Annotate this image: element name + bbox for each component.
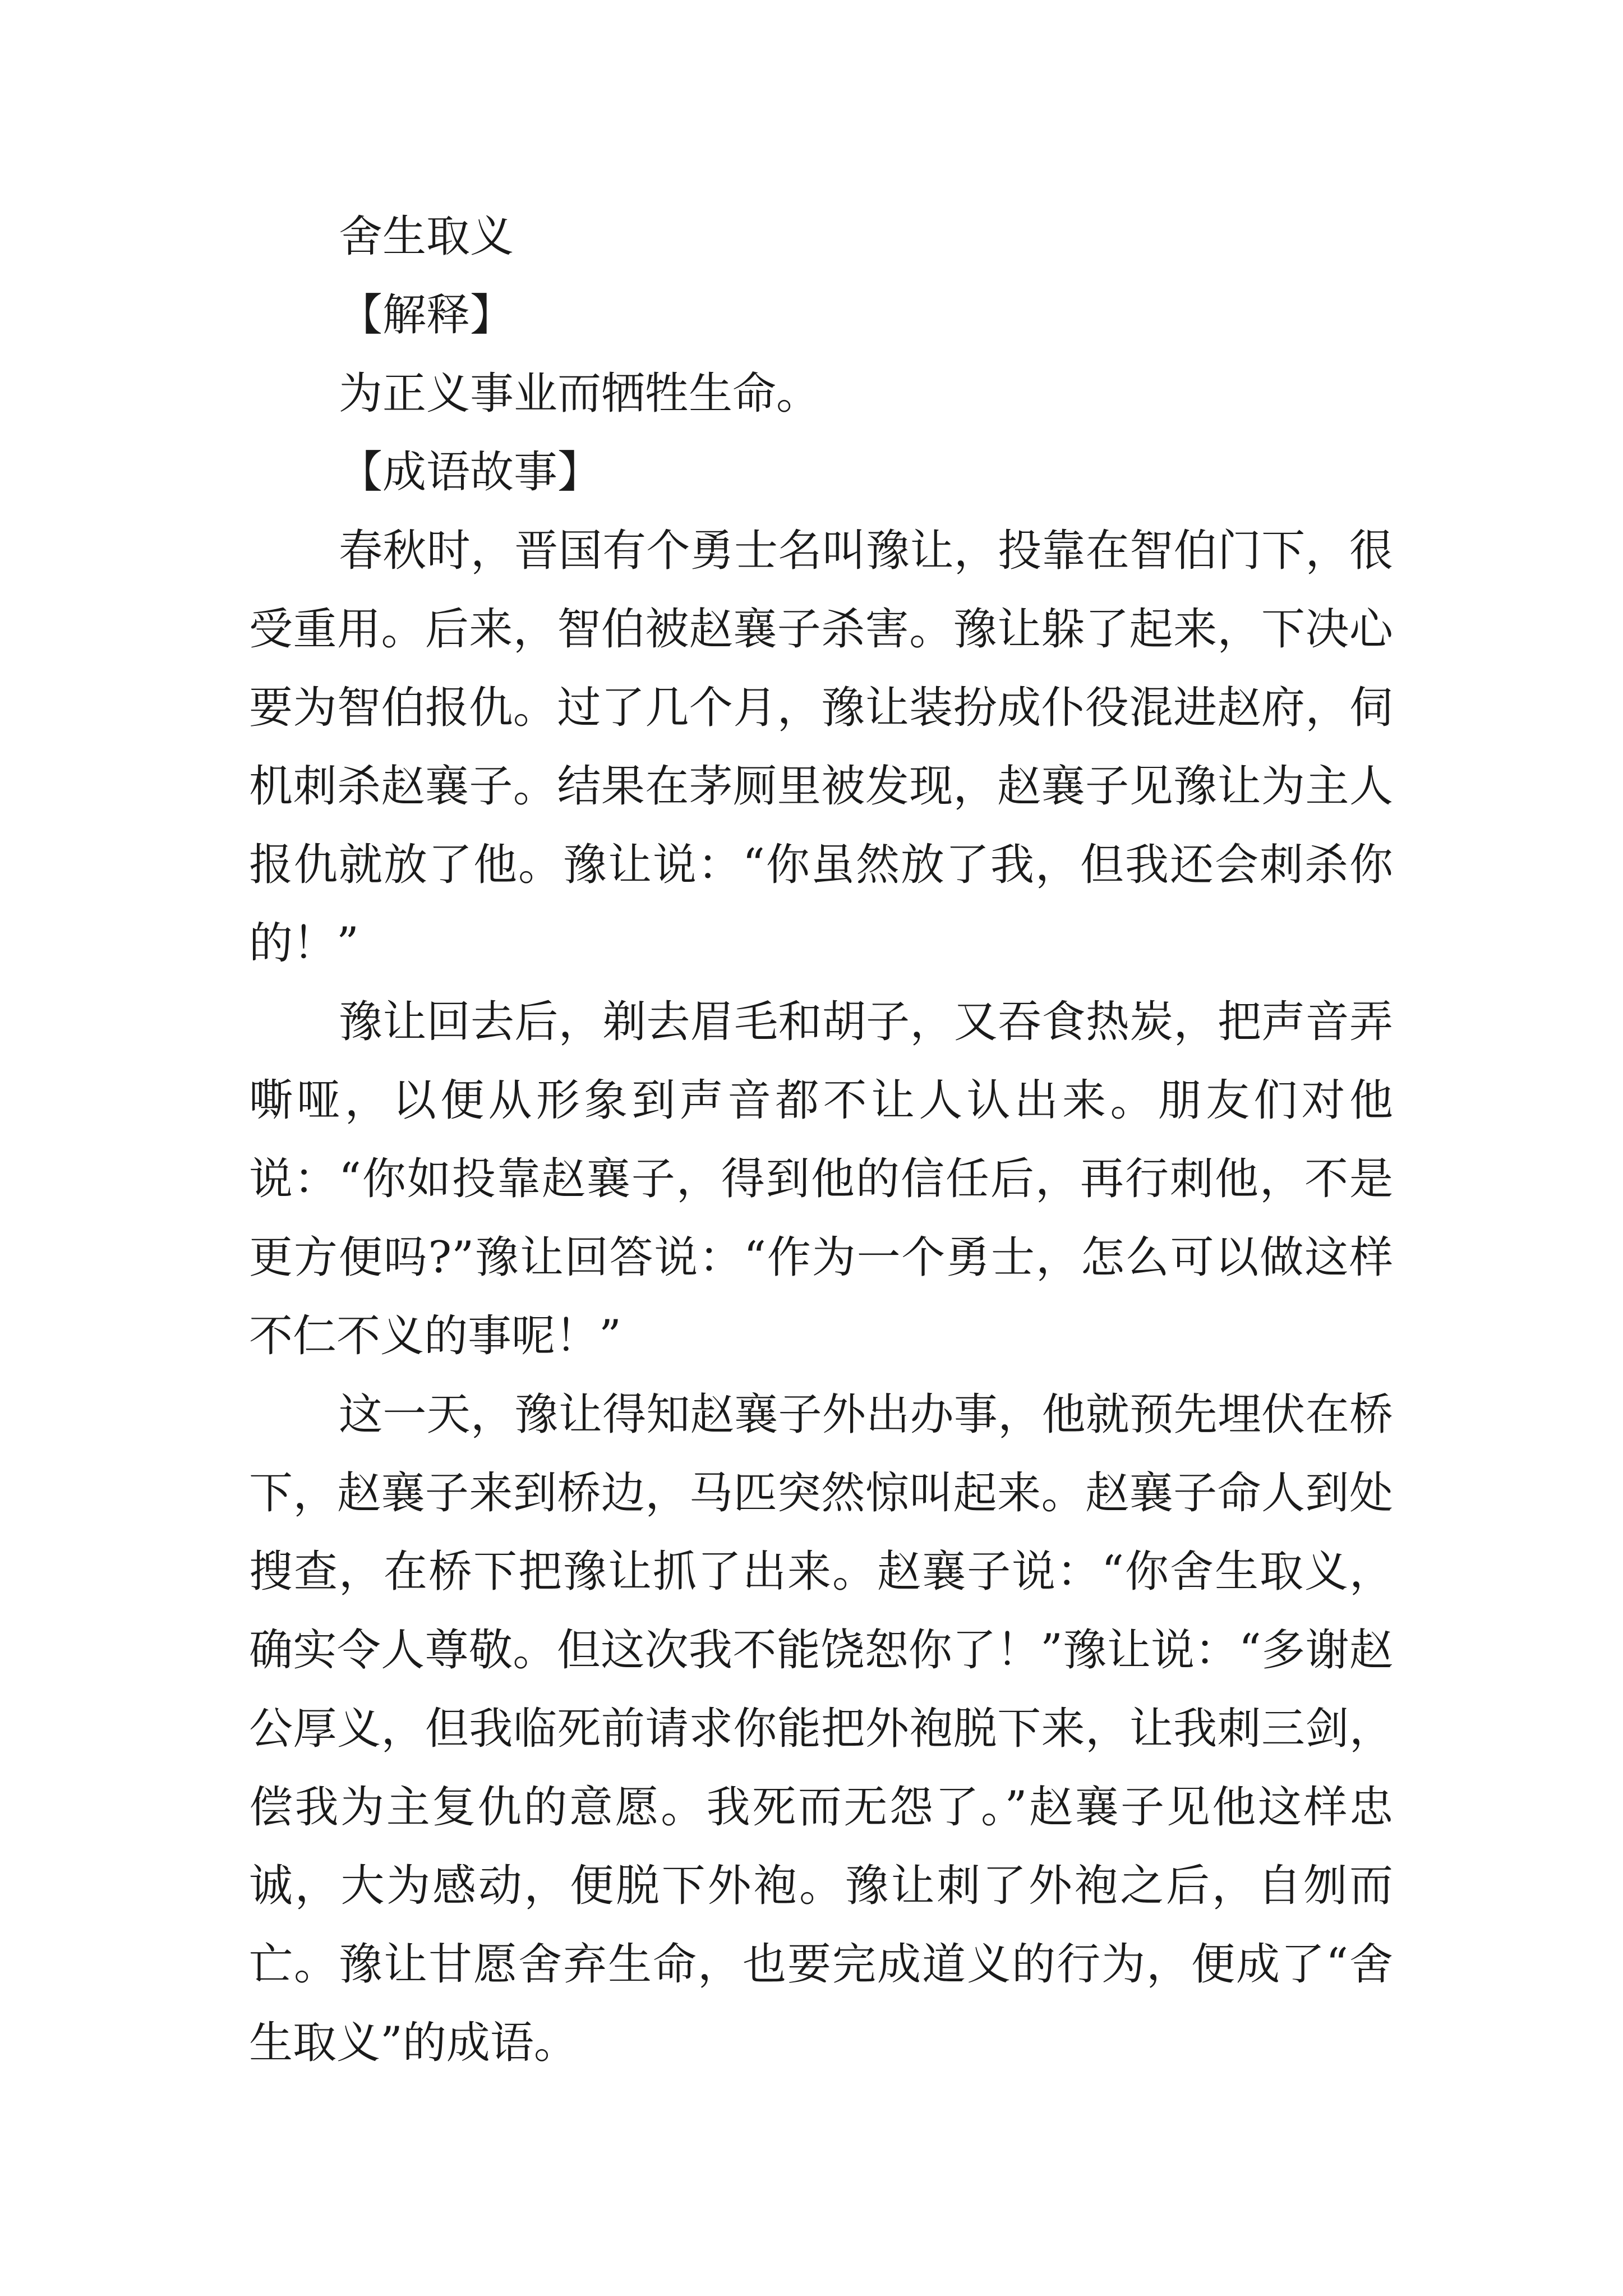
- explanation-heading: 【解释】: [339, 290, 514, 341]
- document-body: [249, 197, 1393, 2082]
- story-paragraph-3: 这一天，豫让得知赵襄子外出办事，他就预先埋伏在桥下，赵襄子来到桥边，马匹突然惊叫起来。赵襄子命人到处搜查，在桥下把豫让抓了出来。赵襄子说：“你舍生取义，确实令人尊敬。但这次我不能饶恕你了！”豫让说：“多谢赵公厚义，但我临死前请求你能把外袍脱下来，让我刺三剑，偿我为主复仇的意愿。我死而无怨了。”赵襄子见他这样忠诚，大为感动，便脱下外袍。豫让刺了外袍之后，自刎而亡。豫让甘愿舍弃生命，也要完成道义的行为，便成了“舍生取义”的成语。: [249, 1389, 1393, 2068]
- story-paragraph-2: 豫让回去后，剃去眉毛和胡子，又吞食热炭，把声音弄嘶哑，以便从形象到声音都不让人认出来。朋友们对他说：“你如投靠赵襄子，得到他的信任后，再行刺他，不是更方便吗?”豫让回答说：“作为一个勇士，怎么可以做这样不仁不义的事呢！”: [249, 997, 1393, 1361]
- story-paragraph-1: 春秋时，晋国有个勇士名叫豫让，投靠在智伯门下，很受重用。后来，智伯被赵襄子杀害。豫让躲了起来，下决心要为智伯报仇。过了几个月，豫让装扮成仆役混进赵府，伺机刺杀赵襄子。结果在茅厕里被发现，赵襄子见豫让为主人报仇就放了他。豫让说：“你虽然放了我，但我还会刺杀你的！”: [249, 526, 1393, 969]
- story-heading: 【成语故事】: [339, 447, 602, 498]
- explanation-text: 为正义事业而牺牲生命。: [339, 369, 820, 419]
- idiom-title: 舍生取义: [339, 211, 514, 262]
